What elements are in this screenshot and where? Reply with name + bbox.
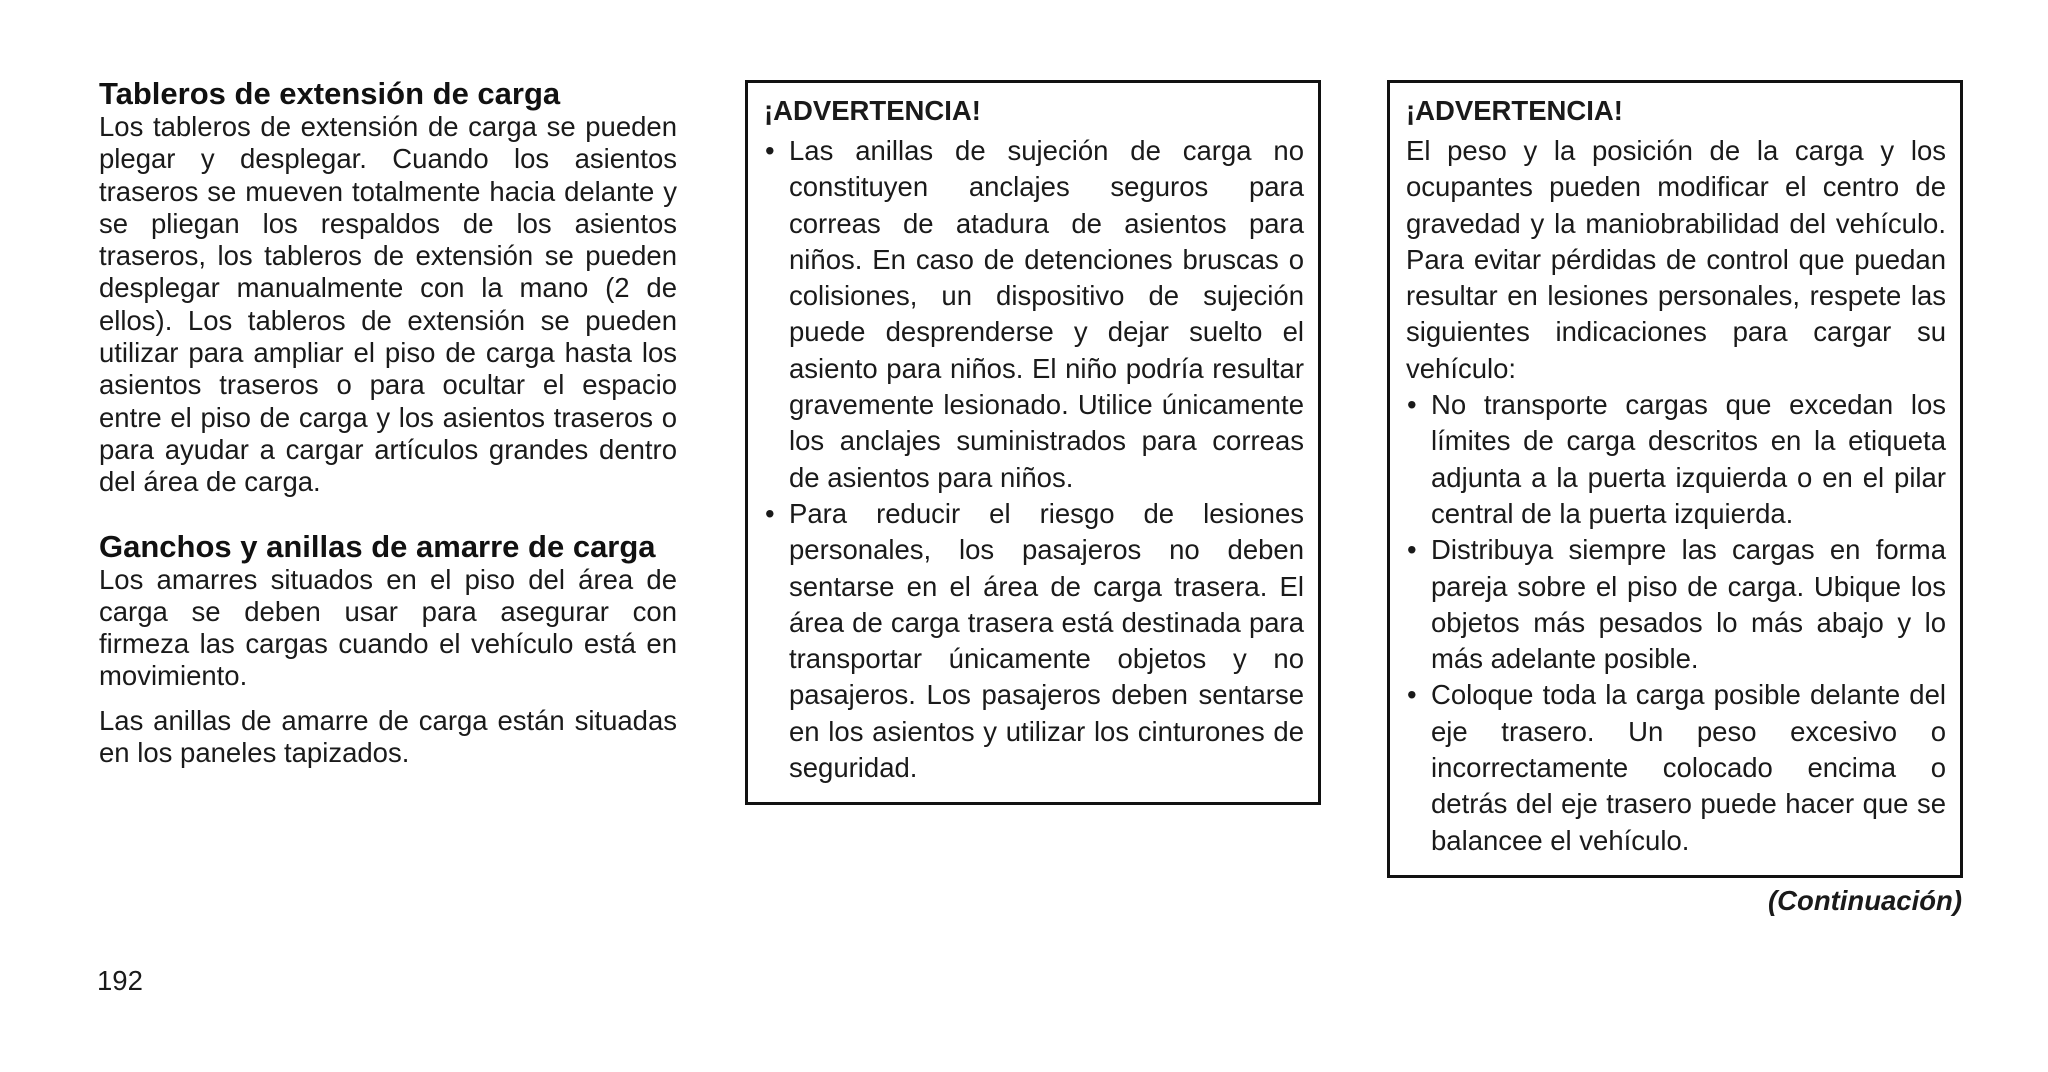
warning-bullet-text: Coloque toda la carga posible delante del eje trasero. Un peso excesivo o incorrectamente colocado encima o detrás del eje trasero puede hacer que se balancee el vehículo. (1431, 679, 1946, 856)
warning-bullet-text: Para reducir el riesgo de lesiones personales, los pasajeros no deben sentarse en el área de carga trasera. El área de carga trasera está destinada para transportar únicamente objetos y no pasajeros. Los pasajeros deben sentarse en los asientos y utilizar los cinturones de seguridad. (789, 497, 1304, 784)
page-number: 192 (97, 965, 143, 996)
section-heading-tie-downs: Ganchos y anillas de amarre de carga (99, 528, 656, 564)
warning-title: ¡ADVERTENCIA! (1406, 95, 1623, 126)
bullet-icon: • (765, 135, 775, 166)
bullet-icon: • (1407, 534, 1417, 566)
section-heading-extension-boards: Tableros de extensión de carga (99, 76, 561, 111)
warning-bullet-text: Las anillas de sujeción de carga no constituyen anclajes seguros para correas de atadura de asientos para niños. En caso de detenciones bruscas o colisiones, un dispositivo de sujeción puede desprenderse y dejar suelto el asiento para niños. El niño podría resultar gravemente lesionado. Utilice únicamente los anclajes suministrados para correas de asientos para niños. (789, 135, 1304, 493)
warning-bullet-text: No transporte cargas que excedan los límites de carga descritos en la etiqueta adjunta a la puerta izquierda o en el pilar central de la puerta izquierda. (1431, 389, 1946, 529)
warning-bullet-item (764, 496, 1304, 786)
warning-bullet-item (1406, 677, 1946, 858)
warning-box-loading (1387, 80, 1963, 878)
tie-downs-paragraph-2: Las anillas de amarre de carga están situadas en los paneles tapizados. (99, 704, 677, 769)
warning-bullet-list (764, 133, 1304, 786)
left-column (99, 76, 677, 781)
warning-bullet-list (1406, 387, 1946, 859)
warning-bullet-text: Distribuya siempre las cargas en forma pareja sobre el piso de carga. Ubique los objetos más pesados lo más abajo y lo más adelante posible. (1431, 534, 1946, 675)
warning-title: ¡ADVERTENCIA! (764, 95, 981, 126)
warning-intro: El peso y la posición de la carga y los ocupantes pueden modificar el centro de gravedad y la maniobrabilidad del vehículo. Para evitar pérdidas de control que puedan resultar en lesiones personales, respete las siguientes indicaciones para cargar su vehículo: (1406, 135, 1946, 384)
bullet-icon: • (1407, 679, 1417, 711)
tie-downs-paragraph-1: Los amarres situados en el piso del área de carga se deben usar para asegurar con firmeza las cargas cuando el vehículo está en movimiento. (99, 563, 677, 692)
warning-box-tie-downs (745, 80, 1321, 805)
warning-bullet-item (1406, 387, 1946, 532)
extension-boards-paragraph: Los tableros de extensión de carga se pueden plegar y desplegar. Cuando los asientos traseros se mueven totalmente hacia delante y se pliegan los respaldos de los asientos traseros, los tableros de extensión se pueden desplegar manualmente con la mano (2 de ellos). Los tableros de extensión se pueden utilizar para ampliar el piso de carga hasta los asientos traseros o para ocultar el espacio entre el piso de carga y los asientos traseros o para ayudar a cargar artículos grandes dentro del área de carga. (99, 111, 677, 498)
bullet-icon: • (1407, 389, 1417, 421)
warning-bullet-item (764, 133, 1304, 496)
warning-bullet-item (1406, 532, 1946, 677)
continuation-label: (Continuación) (1768, 885, 1962, 916)
bullet-icon: • (765, 497, 775, 529)
